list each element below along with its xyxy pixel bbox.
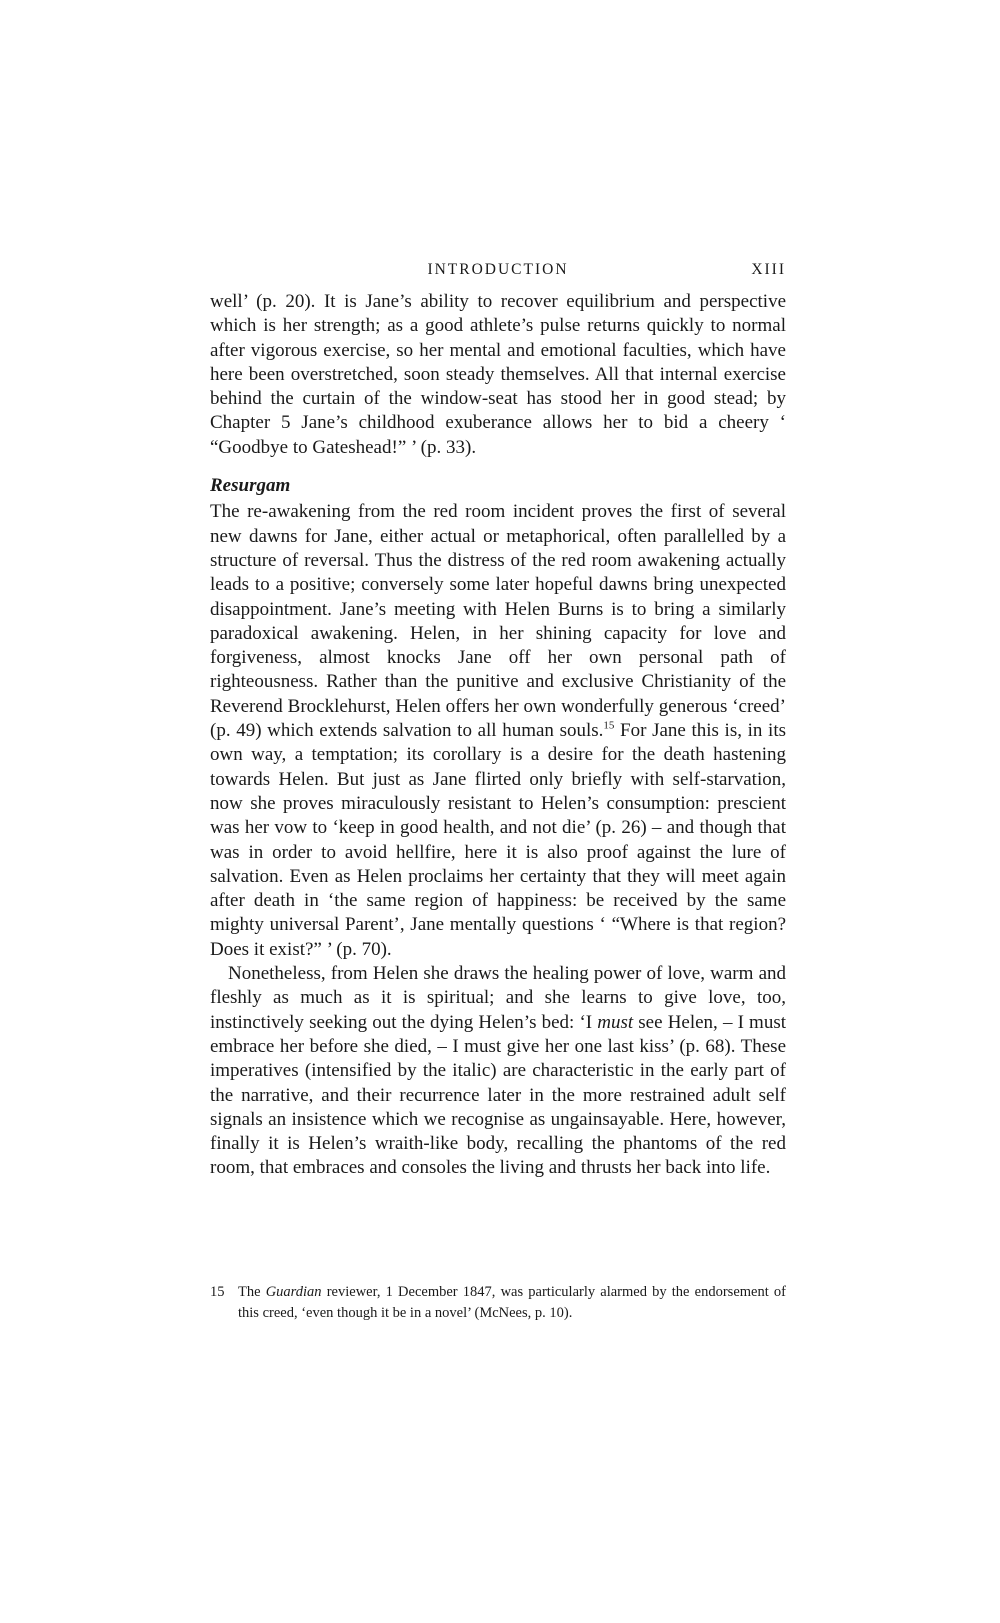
paragraph-1-text: well’ (p. 20). It is Jane’s ability to recover equilibrium and perspective which is her strength; as a good athlete’s pulse returns quickly to normal after vigorous exercise, so her mental and emotional faculties, which have here been overstretched, soon steady themselves. All that internal exercise behind the curtain of the window-seat has stood her in good stead; by Chapter 5 Jane’s childhood exuberance allows her to bid a cheery ‘ “Goodbye to Gateshead!” ’ (p. 33). — [210, 291, 786, 458]
paragraph-3-text-a: Nonetheless, from Helen she draws the healing power of love, warm and fleshly as much as it is spiritual; and she learns to give love, too, instinctively seeking out the dying Helen’s bed: ‘I — [210, 963, 786, 1033]
paragraph-2 — [210, 500, 786, 962]
paragraph-1 — [210, 290, 786, 460]
paragraph-3-text-b: see Helen, – I must embrace her before she died, – I must give her one last kiss’ (p. 68). These imperatives (intensified by the italic) are characteristic in the early part of the narrative, and their recurrence later in the more restrained adult self signals an insistence which we recognise as ungainsayable. Here, however, finally it is Helen’s wraith-like body, recalling the phantoms of the red room, that embraces and consoles the living and thrusts her back into life. — [210, 1011, 786, 1179]
paragraph-2-text-b: For Jane this is, in its own way, a temptation; its corollary is a desire for the death hastening towards Helen. But just as Jane flirted only briefly with self-starvation, now she proves miraculously resistant to Helen’s consumption: prescient was her vow to ‘keep in good health, and not die’ (p. 26) – and though that was in order to avoid hellfire, here it is also proof against the lure of salvation. Even as Helen proclaims her certainty that they will meet again after death in ‘the same region of happiness: be received by the same mighty universal Parent’, Jane mentally questions ‘ “Where is that region? Does it exist?” ’ (p. 70). — [210, 720, 786, 960]
page-number: XIII — [751, 261, 786, 278]
footnote-number: 15 — [210, 1284, 225, 1300]
footnote-15 — [210, 1282, 786, 1324]
footnote-text-b: reviewer, 1 December 1847, was particularly alarmed by the endorsement of this creed, ‘even though it be in a novel’ (McNees, p. 10). — [238, 1284, 786, 1321]
paragraph-3-italic: must — [597, 1011, 634, 1033]
paragraph-3 — [210, 962, 786, 1181]
footnote-text-a: The — [238, 1284, 266, 1300]
footnote-reference: 15 — [603, 719, 615, 732]
section-heading: Resurgam — [210, 475, 291, 497]
body-text — [210, 290, 786, 1181]
running-head: INTRODUCTION — [427, 261, 569, 278]
page-header — [210, 257, 786, 283]
footnote-italic: Guardian — [265, 1284, 322, 1300]
paragraph-2-text-a: The re-awakening from the red room incident proves the first of several new dawns for Jane, either actual or metaphorical, often parallelled by a structure of reversal. Thus the distress of the red room awakening actually leads to a positive; conversely some later hopeful dawns bring unexpected disappointment. Jane’s meeting with Helen Burns is to bring a similarly paradoxical awakening. Helen, in her shining capacity for love and forgiveness, almost knocks Jane off her own personal path of righteousness. Rather than the punitive and exclusive Christianity of the Reverend Brocklehurst, Helen offers her own wonderfully generous ‘creed’ (p. 49) which extends salvation to all human souls. — [210, 501, 786, 742]
footnotes — [210, 1282, 786, 1324]
